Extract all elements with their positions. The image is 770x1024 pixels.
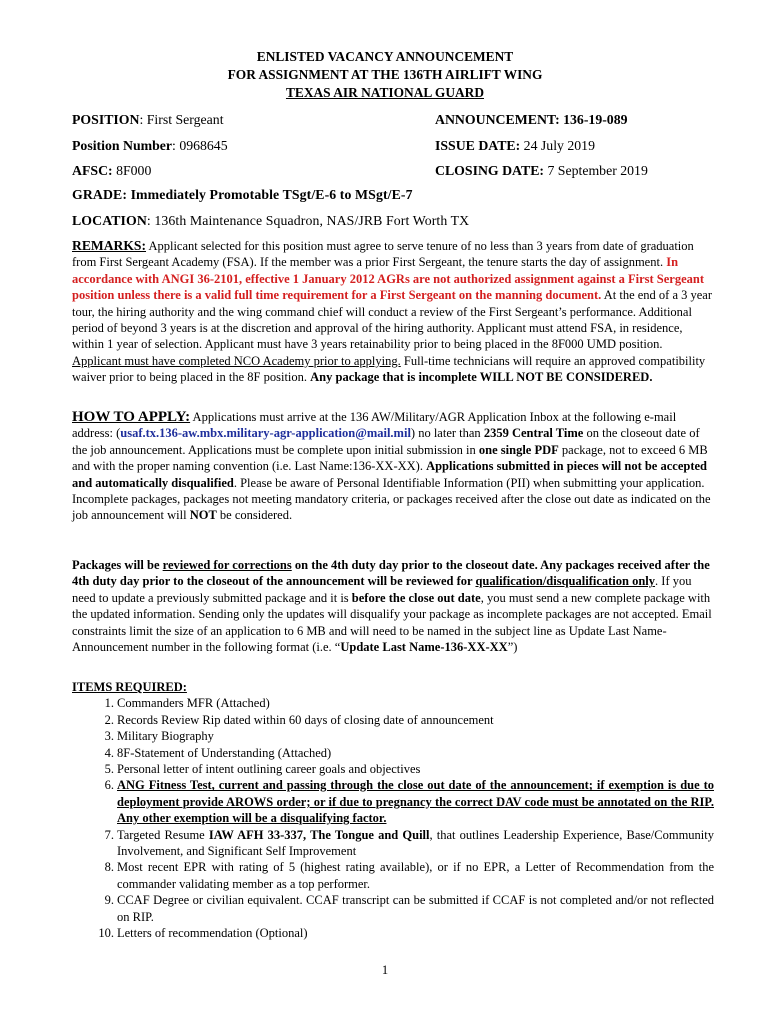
position-number-field: Position Number: 0968645 xyxy=(72,138,228,153)
remarks-section: REMARKS: Applicant selected for this position must agree to serve tenure of no less than 3 years from date of graduation from First Sergeant Academy (FSA). If the member was a prior First Sergeant, the tenure starts the day of assignment. In accordance with ANGI 36-2101, effective 1 January 2012 AGRs are not authorized assignment against a First Sergeant position unless there is a valid full time requirement for a First Sergeant on the manning document. At the end of a 3 year tour, the hiring authority and the wing command chief will conduct a review of the First Sergeant’s performance. Additional period of beyond 3 years is at the discretion and approval of the hiring authority. Applicant must attend FSA, in residence, within 1 year of selection. Applicant must have 3 years retainability prior to being placed in the 8F000 UMD position. Applicant must have completed NCO Academy prior to applying. Full-time technicians will require an approved compatibility waiver prior to being placed in the 8F position. Any package that is incomplete WILL NOT BE CONSIDERED. xyxy=(72,238,713,385)
list-item: 4. 8F-Statement of Understanding (Attached) xyxy=(104,745,332,760)
list-item: 6. ANG Fitness Test, current and passing through the close out date of the announcement; if exemption is due to deployment provide AROWS order; or if due to pregnancy the correct DAV code must be annotated on the RIP. Any other exemption will be a disqualifying factor. xyxy=(104,778,714,826)
remarks-label: REMARKS: xyxy=(72,238,147,253)
items-required-label: ITEMS REQUIRED: xyxy=(72,680,187,694)
list-item: 7. Targeted Resume IAW AFH 33-337, The Tongue and Quill, that outlines Leadership Experience, Base/Community Involvement, and Significant Self Improvement xyxy=(104,827,715,859)
closing-date-field: CLOSING DATE: 7 September 2019 xyxy=(435,163,648,178)
page-number: 1 xyxy=(381,963,389,977)
afsc-field: AFSC: 8F000 xyxy=(72,163,152,178)
remarks-red-notice: In accordance with ANGI 36-2101, effective 1 January 2012 AGRs are not authorized assignment against a First Sergeant position unless there is a valid full time requirement for a First Sergeant on the manning document. xyxy=(72,255,705,303)
grade-field: GRADE: Immediately Promotable TSgt/E-6 to MSgt/E-7 xyxy=(72,187,413,202)
list-item: 10. Letters of recommendation (Optional) xyxy=(98,926,308,941)
announcement-header xyxy=(0,48,770,102)
how-to-apply-section: HOW TO APPLY: Applications must arrive at the 136 AW/Military/AGR Application Inbox at the following e-mail address: (usaf.tx.136-aw.mbx.military-agr-application@mail.mil) no later than 2359 Central Time on the closeout date of the job announcement. Applications must be complete upon initial submission in one single PDF package, not to exceed 6 MB and with the proper naming convention (i.e. Last Name:136-XX-XX). Applications submitted in pieces will not be accepted and automatically disqualified. Please be aware of Personal Identifiable Information (PII) when submitting your application. Incomplete packages, packages not meeting mandatory criteria, or packages received after the close out date as indicated on the job announcement will NOT be considered. xyxy=(72,409,711,523)
list-item: 8. Most recent EPR with rating of 5 (highest rating available), or if no EPR, a Letter of Recommendation from the commander validating member as a top performer. xyxy=(104,860,714,891)
announcement-number: ANNOUNCEMENT: 136-19-089 xyxy=(435,112,628,127)
list-item: 5. Personal letter of intent outlining career goals and objectives xyxy=(104,762,421,777)
issue-date-field: ISSUE DATE: 24 July 2019 xyxy=(435,138,595,153)
list-item: 2. Records Review Rip dated within 60 days of closing date of announcement xyxy=(104,712,494,727)
list-item: 9. CCAF Degree or civilian equivalent. CCAF transcript can be submitted if CCAF is not completed and/or not reflected on RIP. xyxy=(104,893,714,924)
items-required-section xyxy=(72,679,714,942)
application-email-link[interactable]: usaf.tx.136-aw.mbx.military-agr-application@mail.mil xyxy=(120,426,411,441)
list-item: 3. Military Biography xyxy=(104,729,214,744)
list-item: 1. Commanders MFR (Attached) xyxy=(104,696,270,711)
packages-section: Packages will be reviewed for corrections on the 4th duty day prior to the closeout date. Any packages received after the 4th duty day prior to the closeout of the announcement will be reviewed for qualification/disqualification only. If you need to update a previously submitted package and it is before the close out date, you must send a new complete package with the updated information. Sending only the updates will disqualify your package as incomplete packages are not accepted. Email constraints limit the size of an application to 6 MB and will need to be named in the subject line as Update Last Name-Announcement number in the following format (i.e. “Update Last Name-136-XX-XX”) xyxy=(72,558,712,655)
position-field: POSITION: First Sergeant xyxy=(72,112,224,127)
items-list xyxy=(72,695,714,941)
location-field: LOCATION: 136th Maintenance Squadron, NAS/JRB Fort Worth TX xyxy=(72,213,470,228)
header-line-2: FOR ASSIGNMENT AT THE 136TH AIRLIFT WING xyxy=(227,67,543,82)
header-line-3: TEXAS AIR NATIONAL GUARD xyxy=(285,85,485,100)
header-line-1: ENLISTED VACANCY ANNOUNCEMENT xyxy=(256,49,514,64)
how-to-apply-label: HOW TO APPLY: xyxy=(72,409,191,425)
